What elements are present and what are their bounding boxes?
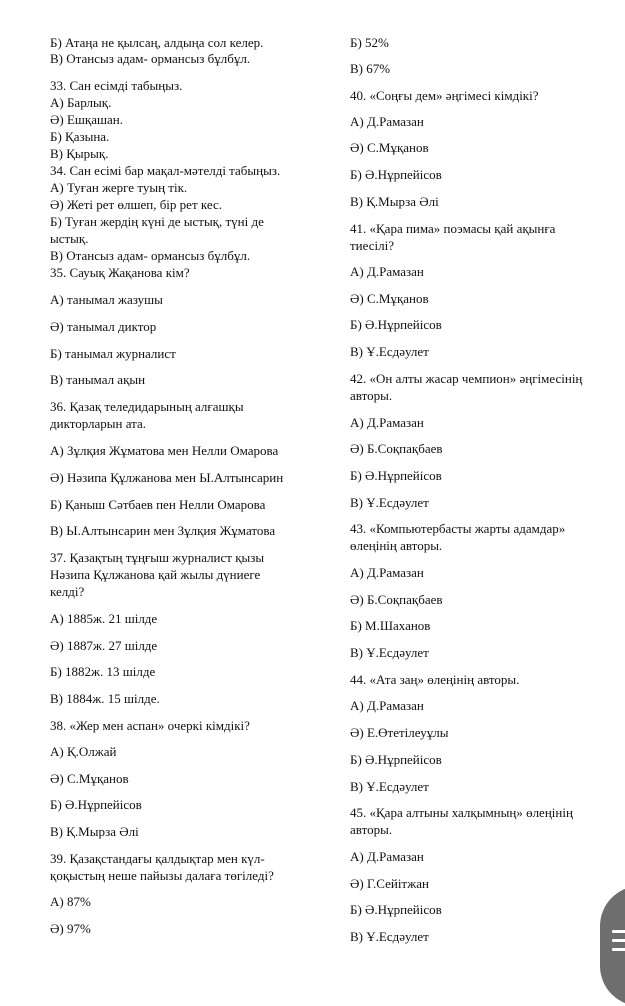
text-line: Ә) С.Мұқанов: [350, 291, 429, 306]
text-line: Б) М.Шаханов: [350, 618, 431, 633]
text-line: В) Отансыз адам- ормансыз бұлбұл.: [50, 51, 251, 66]
text-line: 35. Сауық Жақанова кім?: [50, 265, 190, 280]
text-line: В) Қ.Мырза Әлі: [50, 824, 139, 839]
text-line: А) 1885ж. 21 шілде: [50, 611, 158, 626]
text-line: қоқыстың неше пайызы далаға төгіледі?: [50, 868, 274, 883]
text-line: Ә) Е.Өтетілеуұлы: [350, 725, 449, 740]
text-line: авторы.: [350, 822, 393, 837]
text-line: өлеңінің авторы.: [350, 538, 443, 553]
text-line: В) Ұ.Есдәулет: [350, 779, 429, 794]
text-line: Б) Туған жердің күні де ыстық, түні де: [50, 214, 264, 229]
text-line: А) 87%: [50, 894, 91, 909]
text-line: Ә) 1887ж. 27 шілде: [50, 638, 158, 653]
text-line: А) Д.Рамазан: [350, 698, 424, 713]
text-line: В) Ұ.Есдәулет: [350, 645, 429, 660]
text-line: В) Ұ.Есдәулет: [350, 495, 429, 510]
text-line: 42. «Он алты жасар чемпион» әңгімесінің: [350, 371, 583, 386]
text-line: А) Д.Рамазан: [350, 264, 424, 279]
text-line: Ә) С.Мұқанов: [50, 771, 129, 786]
text-line: авторы.: [350, 388, 393, 403]
text-line: А) Барлық.: [50, 95, 112, 110]
text-line: Б) Ә.Нұрпейісов: [350, 317, 442, 332]
text-line: А) Зұлқия Жұматова мен Нелли Омарова: [50, 443, 279, 458]
text-line: Б) Атаңа не қылсаң, алдыңа сол келер.: [50, 35, 264, 50]
text-line: Ә) 97%: [50, 921, 91, 936]
text-line: Б) Ә.Нұрпейісов: [350, 902, 442, 917]
text-line: А) Туған жерге туың тік.: [50, 180, 188, 195]
text-line: Ә) Б.Соқпақбаев: [350, 441, 443, 456]
text-line: А) Д.Рамазан: [350, 849, 424, 864]
text-line: А) Қ.Олжай: [50, 744, 117, 759]
text-line: В) 1884ж. 15 шілде.: [50, 691, 160, 706]
text-line: 41. «Қара пима» поэмасы қай ақынға: [350, 221, 556, 236]
text-line: В) Отансыз адам- ормансыз бұлбұл.: [50, 248, 251, 263]
text-line: В) Қырық.: [50, 146, 109, 161]
text-line: ыстық.: [50, 231, 89, 246]
text-line: 33. Сан есімді табыңыз.: [50, 78, 183, 93]
text-line: 45. «Қара алтыны халқымның» өлеңінің: [350, 805, 573, 820]
text-line: Б) Ә.Нұрпейісов: [350, 752, 442, 767]
text-line: А) Д.Рамазан: [350, 114, 424, 129]
text-line: Ә) Нәзипа Құлжанова мен Ы.Алтынсарин: [50, 470, 284, 485]
text-line: А) Д.Рамазан: [350, 565, 424, 580]
text-line: келді?: [50, 584, 85, 599]
text-line: Б) Қаныш Сәтбаев пен Нелли Омарова: [50, 497, 266, 512]
text-line: Ә) Ешқашан.: [50, 112, 123, 127]
text-line: Ә) Б.Соқпақбаев: [350, 592, 443, 607]
text-line: В) Ұ.Есдәулет: [350, 344, 429, 359]
text-line: Б) 1882ж. 13 шілде: [50, 664, 156, 679]
menu-button[interactable]: [600, 886, 625, 1006]
text-line: В) Ы.Алтынсарин мен Зұлқия Жұматова: [50, 523, 276, 538]
text-line: Ә) танымал диктор: [50, 319, 157, 334]
text-line: 39. Қазақстандағы қалдықтар мен күл-: [50, 851, 265, 866]
text-line: 40. «Соңғы дем» әңгімесі кімдікі?: [350, 88, 539, 103]
text-line: В) танымал ақын: [50, 372, 146, 387]
text-line: Ә) С.Мұқанов: [350, 140, 429, 155]
text-line: 34. Сан есімі бар мақал-мәтелді табыңыз.: [50, 163, 281, 178]
text-line: 36. Қазақ теледидарының алғашқы: [50, 399, 244, 414]
text-line: Б) Ә.Нұрпейісов: [350, 468, 442, 483]
text-line: Б) Ә.Нұрпейісов: [350, 167, 442, 182]
text-line: Б) танымал журналист: [50, 346, 176, 361]
text-line: А) Д.Рамазан: [350, 415, 424, 430]
text-line: Б) 52%: [350, 35, 389, 50]
text-line: Б) Қазына.: [50, 129, 110, 144]
text-line: Нәзипа Құлжанова қай жылы дүниеге: [50, 567, 261, 582]
text-line: 37. Қазақтың тұңғыш журналист қызы: [50, 550, 265, 565]
text-line: Ә) Г.Сейітжан: [350, 876, 429, 891]
text-line: А) танымал жазушы: [50, 292, 163, 307]
text-line: 44. «Ата заң» өлеңінің авторы.: [350, 672, 520, 687]
text-line: Ә) Жеті рет өлшеп, бір рет кес.: [50, 197, 222, 212]
text-line: тиесілі?: [350, 238, 394, 253]
text-line: В) Қ.Мырза Әлі: [350, 194, 439, 209]
text-line: В) Ұ.Есдәулет: [350, 929, 429, 944]
text-line: 43. «Компьютербасты жарты адамдар»: [350, 521, 566, 536]
text-line: дикторларын ата.: [50, 416, 147, 431]
text-line: В) 67%: [350, 61, 391, 76]
text-line: 38. «Жер мен аспан» очеркі кімдікі?: [50, 718, 250, 733]
text-line: Б) Ә.Нұрпейісов: [50, 797, 142, 812]
